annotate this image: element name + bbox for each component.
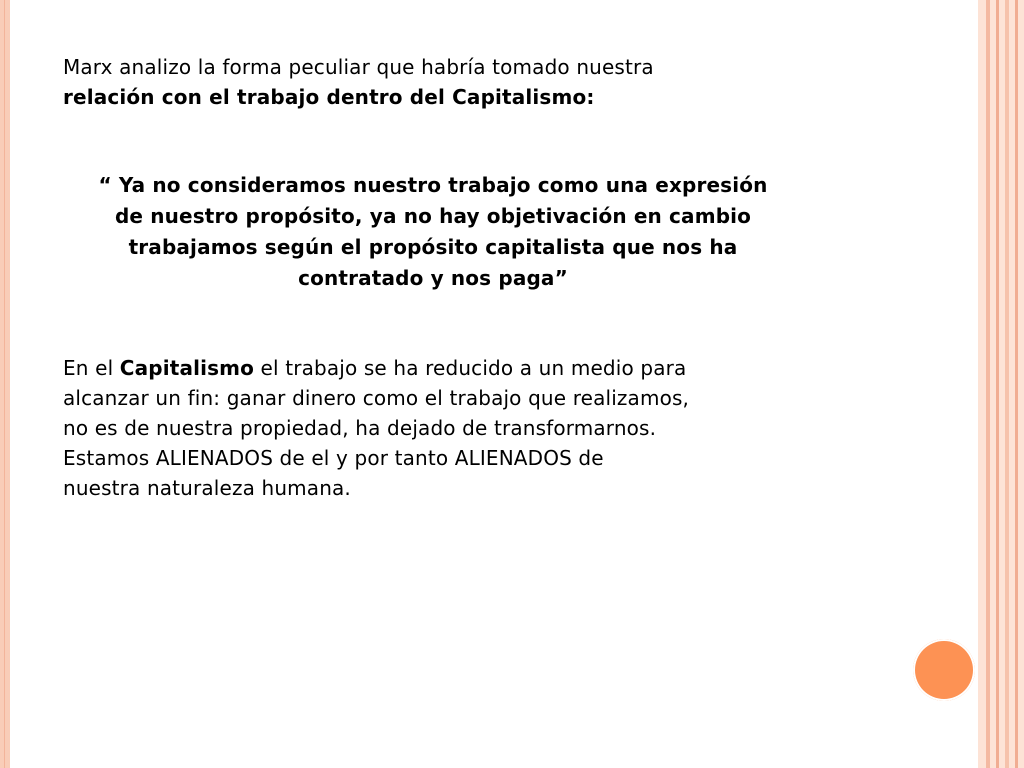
marx-quote (63, 170, 803, 294)
conclusion-line-4: Estamos ALIENADOS de el y por tanto ALIENADOS de (63, 446, 604, 470)
quote-line-3: trabajamos según el propósito capitalista que nos ha (128, 235, 738, 259)
intro-line-1: Marx analizo la forma peculiar que habría tomado nuestra (63, 55, 654, 79)
quote-line-2: de nuestro propósito, ya no hay objetivación en cambio (114, 204, 752, 228)
intro-line-2: relación con el trabajo dentro del Capitalismo: (63, 85, 595, 109)
conclusion-line-2: alcanzar un fin: ganar dinero como el trabajo que realizamos, (63, 386, 690, 410)
capitalismo-emphasis: Capitalismo (119, 356, 255, 380)
intro-paragraph (63, 52, 803, 112)
conclusion-line-3: no es de nuestra propiedad, ha dejado de transformarnos. (63, 416, 657, 440)
stripe-c (1005, 0, 1009, 768)
quote-line-4: contratado y nos paga” (298, 266, 568, 290)
right-decorative-stripes (978, 0, 1024, 768)
slide-content (63, 52, 803, 503)
conclusion-paragraph (63, 353, 803, 503)
conclusion-line-5: nuestra naturaleza humana. (63, 476, 351, 500)
conclusion-line-1-end: el trabajo se ha reducido a un medio para (254, 356, 687, 380)
stripe-b (996, 0, 999, 768)
quote-line-1: “ Ya no consideramos nuestro trabajo como una expresión (98, 173, 768, 197)
orange-dot-decoration (913, 639, 975, 701)
left-decorative-rule (0, 0, 10, 768)
stripe-a (986, 0, 990, 768)
stripe-d (1015, 0, 1018, 768)
conclusion-line-1-start: En el (63, 356, 120, 380)
